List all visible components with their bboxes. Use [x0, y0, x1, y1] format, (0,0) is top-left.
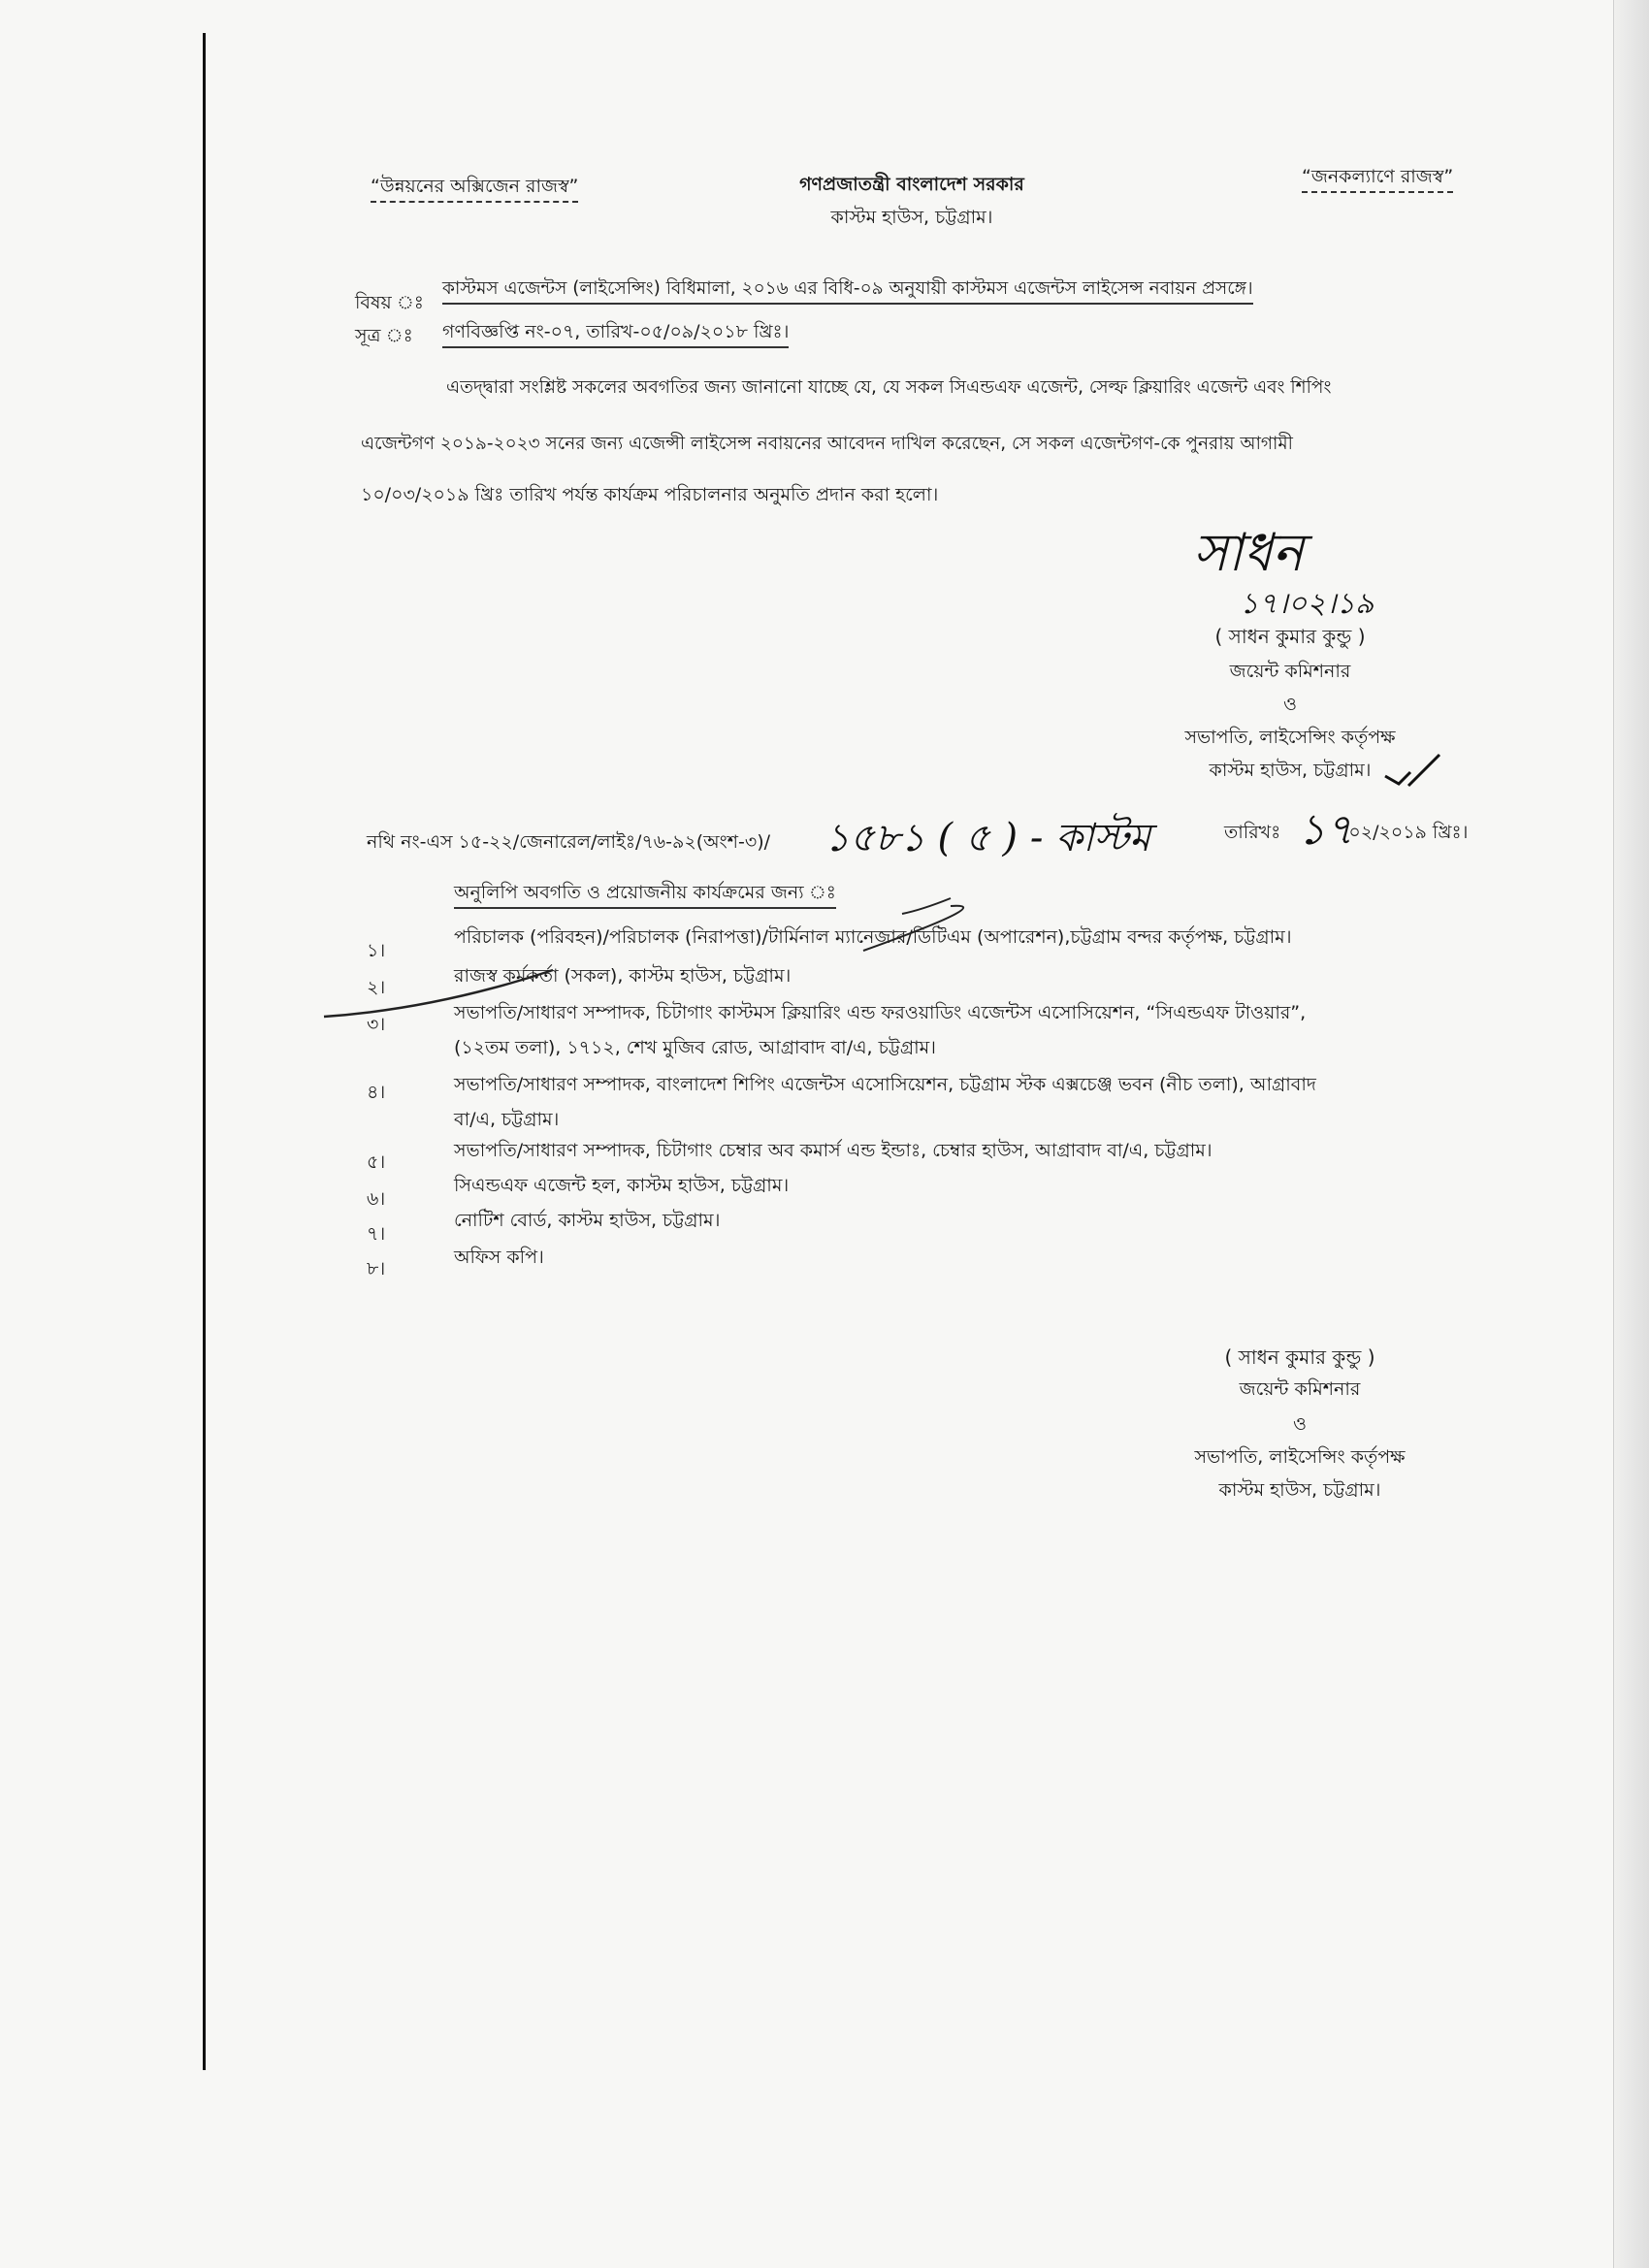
page-edge — [1613, 0, 1649, 2268]
cc-item-number: ৮। — [367, 1258, 386, 1280]
cc-item: সভাপতি/সাধারণ সম্পাদক, চিটাগাং কাস্টমস ক্লিয়ারিং এন্ড ফরওয়াডিং এজেন্টস এসোসিয়েশন, “সিএন্ডএফ টাওয়ার”, — [454, 1002, 1307, 1023]
signatory-conj-2: ও — [1293, 1413, 1307, 1435]
cc-item-number: ৩। — [367, 1014, 386, 1035]
reference-text: গণবিজ্ঞপ্তি নং-০৭, তারিখ-০৫/০৯/২০১৮ খ্রিঃ। — [442, 320, 789, 348]
date-handwritten-day: ১৭ — [1298, 805, 1354, 855]
cc-item: অফিস কপি। — [454, 1247, 544, 1268]
signatory-role-1: সভাপতি, লাইসেন্সিং কর্তৃপক্ষ — [1184, 727, 1396, 748]
left-slogan: “উন্নয়নের অক্সিজেন রাজস্ব” — [371, 175, 578, 203]
cc-item: রাজস্ব কর্মকর্তা (সকল), কাস্টম হাউস, চট্টগ্রাম। — [454, 965, 792, 987]
cc-item: নোটিশ বোর্ড, কাস্টম হাউস, চট্টগ্রাম। — [454, 1210, 721, 1231]
cc-item-continuation: বা/এ, চট্টগ্রাম। — [454, 1109, 560, 1130]
body-line-3: ১০/০৩/২০১৯ খ্রিঃ তারিখ পর্যন্ত কার্যক্রম পরিচালনার অনুমতি প্রদান করা হলো। — [361, 484, 939, 505]
file-no-handwritten: ১৫৮১ ( ৫ ) - কাস্টম — [824, 816, 1151, 860]
header-subtitle: কাস্টম হাউস, চট্টগ্রাম। — [830, 207, 993, 228]
cc-item-number: ৭। — [367, 1223, 386, 1245]
cc-item: সিএন্ডএফ এজেন্ট হল, কাস্টম হাউস, চট্টগ্রাম। — [454, 1175, 790, 1196]
signatory-office-2: কাস্টম হাউস, চট্টগ্রাম। — [1218, 1479, 1381, 1501]
signatory-name-1: ( সাধন কুমার কুন্ডু ) — [1214, 625, 1366, 648]
signatory-office-1: কাস্টম হাউস, চট্টগ্রাম। — [1209, 760, 1372, 781]
cc-item-number: ১। — [367, 940, 386, 961]
signatory-designation-2: জয়েন্ট কমিশনার — [1239, 1378, 1361, 1400]
handwritten-signature-1: সাধন — [1193, 522, 1304, 583]
subject-label: বিষয় ঃ — [355, 292, 424, 313]
cc-item-number: ৪। — [367, 1082, 386, 1103]
reference-label: সূত্র ঃ — [355, 325, 413, 346]
cc-item: সভাপতি/সাধারণ সম্পাদক, চিটাগাং চেম্বার অব কমার্স এন্ড ইন্ডাঃ, চেম্বার হাউস, আগ্রাবাদ বা/এ, চট্টগ্রাম। — [454, 1140, 1212, 1161]
body-line-1: এতদ্দ্বারা সংশ্লিষ্ট সকলের অবগতির জন্য জানানো যাচ্ছে যে, যে সকল সিএন্ডএফ এজেন্ট, সেল্ফ ক্লিয়ারিং এজেন্ট এবং শিপিং — [446, 377, 1332, 398]
pen-strokes — [320, 892, 999, 1028]
cc-item-continuation: (১২তম তলা), ১৭১২, শেখ মুজিব রোড, আগ্রাবাদ বা/এ, চট্টগ্রাম। — [454, 1037, 936, 1058]
date-suffix: /০২/২০১৯ খ্রিঃ। — [1342, 822, 1469, 843]
initial-mark-icon — [1381, 747, 1449, 795]
margin-line — [203, 33, 206, 2070]
cc-item: পরিচালক (পরিবহন)/পরিচালক (নিরাপত্তা)/টার্মিনাল ম্যানেজার/ডিটিএম (অপারেশন),চট্টগ্রাম বন্দর কর্তৃপক্ষ, চট্টগ্রাম। — [454, 926, 1292, 948]
file-no-prefix: নথি নং-এস ১৫-২২/জেনারেল/লাইঃ/৭৬-৯২(অংশ-৩)/ — [367, 831, 771, 853]
handwritten-date-1: ১৭।০২।১৯ — [1240, 587, 1374, 621]
subject-text: কাস্টমস এজেন্টস (লাইসেন্সিং) বিধিমালা, ২০১৬ এর বিধি-০৯ অনুযায়ী কাস্টমস এজেন্টস লাইসেন্স নবায়ন প্রসঙ্গে। — [442, 277, 1253, 305]
header-title: গণপ্রজাতন্ত্রী বাংলাদেশ সরকার — [799, 174, 1024, 195]
signatory-name-2: ( সাধন কুমার কুন্ডু ) — [1224, 1345, 1375, 1369]
cc-item: সভাপতি/সাধারণ সম্পাদক, বাংলাদেশ শিপিং এজেন্টস এসোসিয়েশন, চট্টগ্রাম স্টক এক্সচেঞ্জ ভবন (নীচ তলা), আগ্রাবাদ — [454, 1074, 1316, 1095]
date-label: তারিখঃ — [1224, 822, 1281, 843]
signatory-designation-1: জয়েন্ট কমিশনার — [1229, 661, 1351, 682]
signatory-role-2: সভাপতি, লাইসেন্সিং কর্তৃপক্ষ — [1194, 1446, 1406, 1468]
right-slogan: “জনকল্যাণে রাজস্ব” — [1302, 165, 1453, 193]
cc-item-number: ২। — [367, 977, 386, 998]
cc-item-number: ৬। — [367, 1188, 386, 1210]
signatory-conj-1: ও — [1283, 694, 1297, 715]
cc-heading: অনুলিপি অবগতি ও প্রয়োজনীয় কার্যক্রমের জন্য ঃ — [454, 881, 836, 909]
cc-item-number: ৫। — [367, 1151, 386, 1173]
body-line-2: এজেন্টগণ ২০১৯-২০২৩ সনের জন্য এজেন্সী লাইসেন্স নবায়নের আবেদন দাখিল করেছেন, সে সকল এজেন্টগণ-কে পুনরায় আগামী — [361, 434, 1293, 454]
